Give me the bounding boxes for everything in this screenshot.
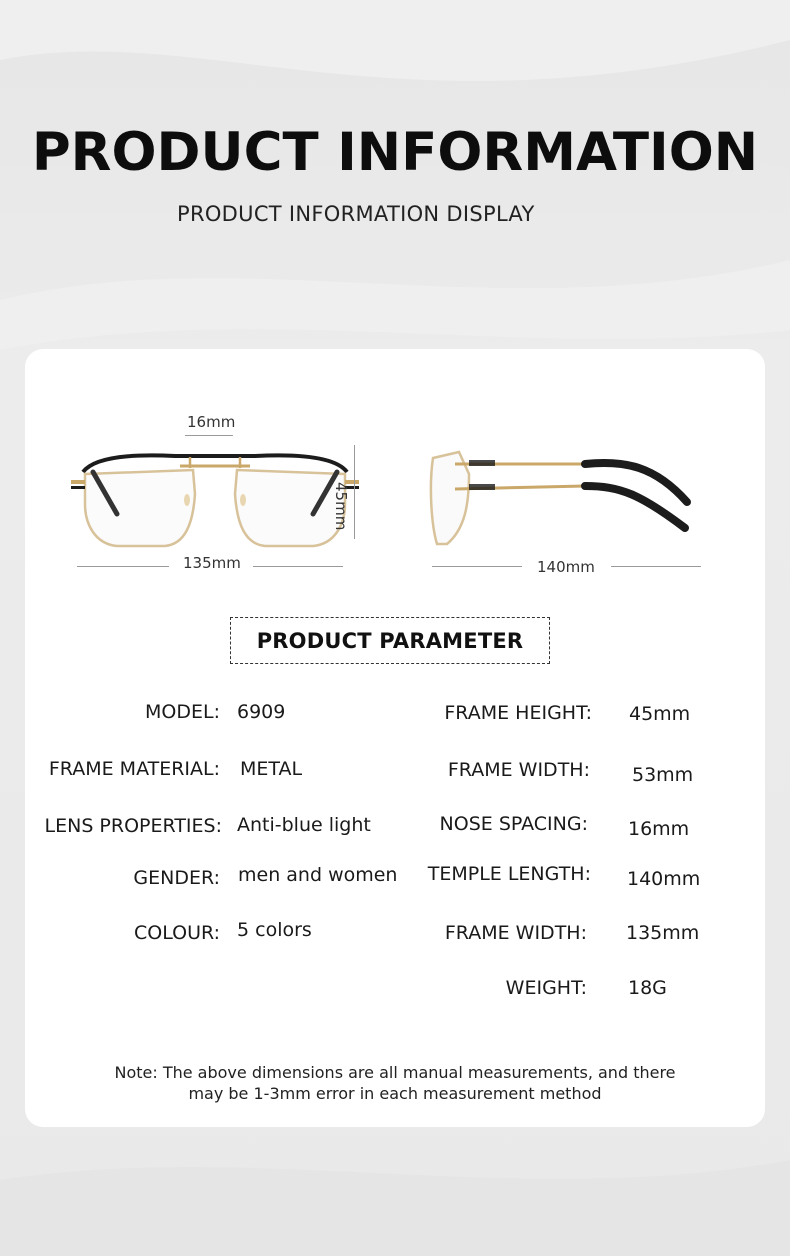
note-line-2: may be 1-3mm error in each measurement method (188, 1084, 602, 1103)
width-dimension-line-right (253, 566, 343, 567)
param-label-frame-width: FRAME WIDTH: (447, 759, 590, 781)
product-parameter-heading: PRODUCT PARAMETER (230, 617, 550, 664)
param-value-nose-spacing: 16mm (628, 818, 690, 840)
param-label-weight: WEIGHT: (505, 977, 587, 999)
param-value-gender: men and women (238, 864, 398, 886)
param-value-frame-width-total: 135mm (626, 922, 700, 944)
param-value-frame-material: METAL (240, 758, 303, 780)
param-value-temple-length: 140mm (627, 868, 701, 890)
page-title: PRODUCT INFORMATION (31, 122, 759, 183)
param-label-temple-length: TEMPLE LENGTH: (427, 863, 591, 885)
glasses-front-view (65, 444, 365, 554)
height-dimension-label: 45mm (332, 482, 350, 531)
param-value-lens-properties: Anti-blue light (237, 814, 371, 836)
temple-dimension-label: 140mm (537, 558, 595, 576)
product-info-card (25, 349, 765, 1127)
note-line-1: Note: The above dimensions are all manual measurements, and there (114, 1063, 676, 1082)
param-label-lens-properties: LENS PROPERTIES: (44, 815, 222, 837)
param-value-colour: 5 colors (237, 919, 312, 941)
page-subtitle: PRODUCT INFORMATION DISPLAY (177, 202, 535, 226)
param-value-frame-width: 53mm (632, 764, 694, 786)
measurement-note (25, 1062, 765, 1104)
param-label-gender: GENDER: (133, 867, 220, 889)
param-label-frame-material: FRAME MATERIAL: (48, 758, 220, 780)
temple-dimension-line-left (432, 566, 522, 567)
nose-dimension-label: 16mm (187, 413, 236, 431)
param-value-frame-height: 45mm (629, 703, 691, 725)
width-dimension-label: 135mm (183, 554, 241, 572)
param-value-weight: 18G (628, 977, 667, 999)
param-label-colour: COLOUR: (133, 922, 220, 944)
height-dimension-line (354, 445, 355, 539)
param-label-nose-spacing: NOSE SPACING: (439, 813, 588, 835)
param-label-model: MODEL: (145, 701, 220, 723)
glasses-side-view (425, 444, 700, 554)
param-label-frame-width-total: FRAME WIDTH: (444, 922, 587, 944)
param-label-frame-height: FRAME HEIGHT: (444, 702, 592, 724)
nose-dimension-line (185, 435, 233, 436)
param-value-model: 6909 (237, 701, 286, 723)
temple-dimension-line-right (611, 566, 701, 567)
width-dimension-line-left (77, 566, 169, 567)
